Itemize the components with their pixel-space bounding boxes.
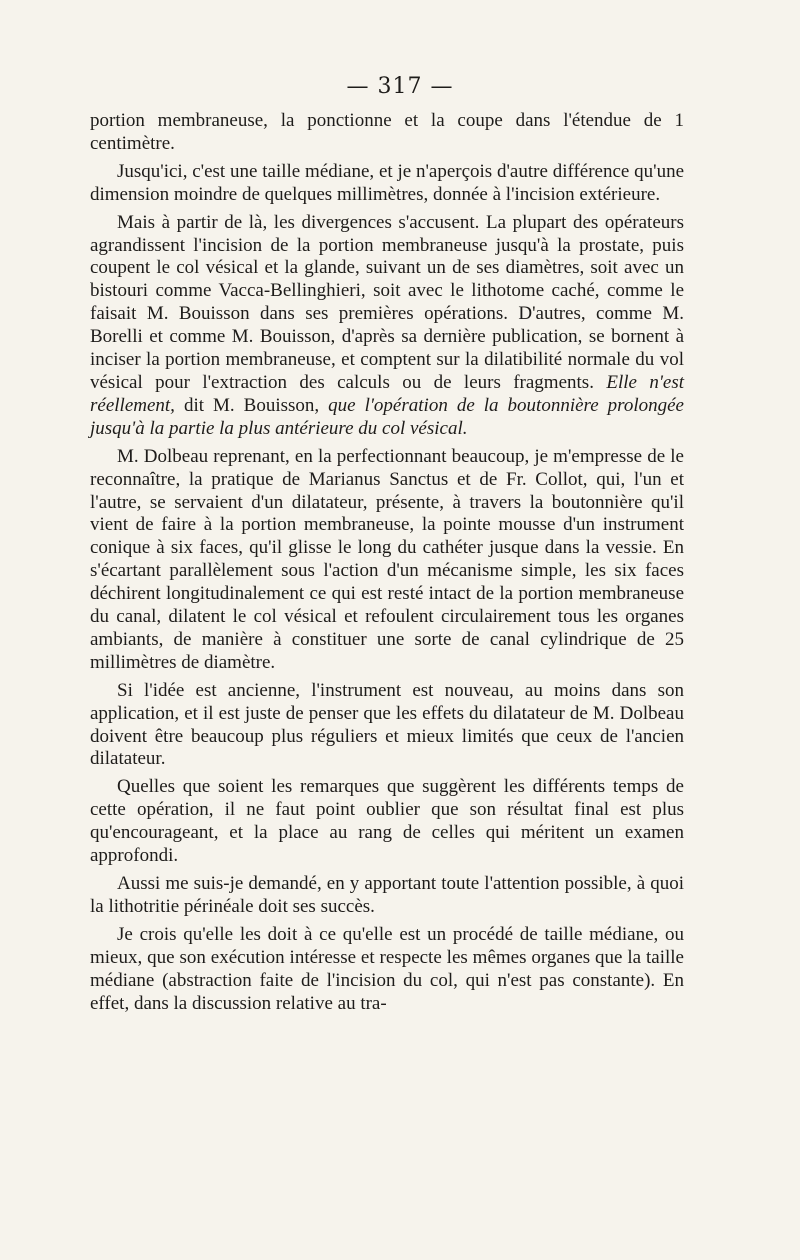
paragraph-3 — [90, 212, 684, 441]
paragraph-3-text: Mais à partir de là, les divergences s'accusent. La plupart des opérateurs agrandissent l'incision de la portion membraneuse jusqu'à la prostate, puis coupent le col vésical et la glande, suivant un de ses diamètres, soit avec un bistouri comme Vacca-Bellinghieri, soit avec le lithotome caché, comme le faisait M. Bouisson dans ses premières opérations. D'autres, comme M. Borelli et comme M. Bouisson, d'après sa dernière publication, se bornent à inciser la portion membraneuse, et comptent sur la dilatibilité normale du vol vésical pour l'extraction des calculs ou de leurs fragments. — [90, 211, 684, 393]
paragraph-7: Aussi me suis-je demandé, en y apportant toute l'attention possible, à quoi la lithotritie périnéale doit ses succès. — [90, 873, 684, 917]
body-text — [90, 110, 684, 1020]
page-number: — 317 — — [346, 74, 454, 99]
paragraph-1: portion membraneuse, la ponctionne et la coupe dans l'étendue de 1 centimètre. — [90, 110, 684, 154]
paragraph-3-italic-quote-start: Elle n'est réellement, — [90, 371, 684, 416]
paragraph-5: Si l'idée est ancienne, l'instrument est nouveau, au moins dans son application, et il est juste de penser que les effets du dilatateur de M. Dolbeau doivent être beaucoup plus réguliers et mieux limités que ceux de l'ancien dilatateur. — [90, 679, 684, 770]
paragraph-8: Je crois qu'elle les doit à ce qu'elle est un procédé de taille médiane, ou mieux, que son exécution intéresse et respecte les mêmes organes que la taille médiane (abstraction faite de l'incision du col, qui n'est pas constante). En effet, dans la discussion relative au tra- — [90, 923, 684, 1014]
paragraph-3-attribution: dit M. Bouisson, — [174, 394, 329, 416]
paragraph-6: Quelles que soient les remarques que suggèrent les différents temps de cette opération, il ne faut point oublier que son résultat final est plus qu'encourageant, et la place au rang de celles qui méritent un examen approfondi. — [90, 776, 684, 867]
paragraph-2: Jusqu'ici, c'est une taille médiane, et je n'aperçois d'autre différence qu'une dimension moindre de quelques millimètres, donnée à l'incision extérieure. — [90, 160, 684, 205]
paragraph-3-italic-quote-end: que l'opération de la boutonnière prolongée jusqu'à la partie la plus antérieure du col vésical. — [90, 394, 684, 439]
paragraph-4: M. Dolbeau reprenant, en la perfectionnant beaucoup, je m'empresse de le reconnaître, la pratique de Marianus Sanctus et de Fr. Collot, qui, l'un et l'autre, se servaient d'un dilatateur, présente, à travers la boutonnière qu'il vient de faire à la portion membraneuse, la pointe mousse d'un instrument conique à six faces, qu'il glisse le long du cathéter jusque dans la vessie. En s'écartant parallèlement sous l'action d'un mécanisme simple, les six faces déchirent longitudinalement ce qui est resté intact de la portion membraneuse du canal, dilatent le col vésical et refoulent circulairement tous les organes ambiants, de manière à constituer une sorte de canal cylindrique de 25 millimètres de diamètre. — [90, 445, 684, 673]
